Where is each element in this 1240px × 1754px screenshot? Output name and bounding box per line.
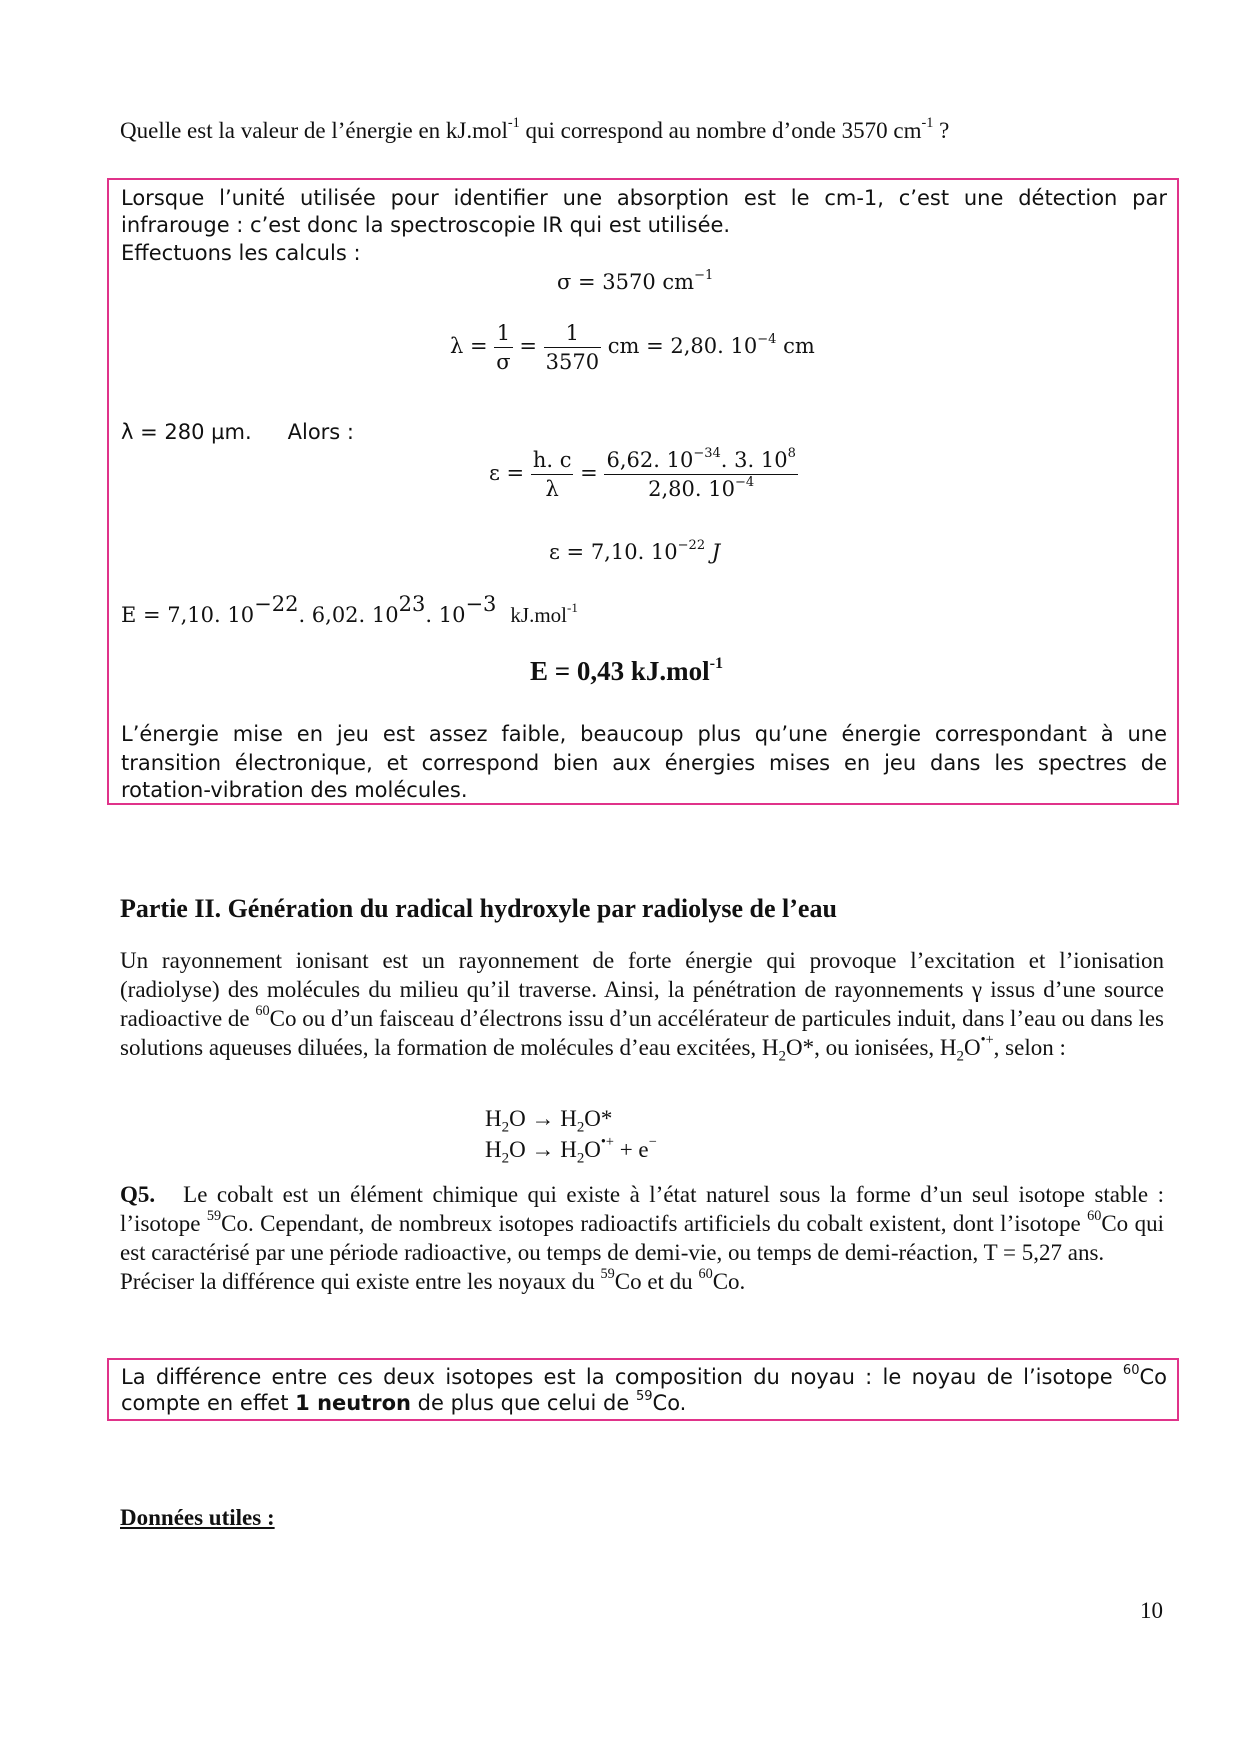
fraction-hc-over-lambda: $\frac{h. c}{\lambda}$ [532,448,572,501]
answer-box-isotopes [107,1358,1179,1421]
intro-paragraph: Un rayonnement ionisant est un rayonnement de forte énergie qui provoque l’excitation et l’ionisation (radiolyse) des molécules du milieu qu’il traverse. Ainsi, la pénétration de rayonnements γ issus d’une source radioactive de $^{60}$Co ou d’un faisceau d’électrons issu d’un accélérateur de particules induit, dans l’eau ou dans les solutions aqueuses diluées, la formation de molécules d’eau excitées, $H_2O*$, ou ionisées, $H_2O^{•+}$, selon : [120,948,1164,1065]
lambda-value: λ = 280 µm. Alors : [121,420,354,444]
donnees-utiles-heading: Données utiles : [120,1505,275,1530]
epsilon-equation: ε = $\frac{h. c}{\lambda}$ = $\frac{6,62. 10^{-34}. 3. 10^8}{2,80. 10^{-4}}$ [489,446,796,501]
conclusion-line: transition électronique, et correspond bien aux énergies mises en jeu dans les spectres de [121,751,1167,775]
lambda-equation: λ = $\frac{1}{\sigma}$ = $\frac{1}{3570}$ cm = 2,80. $10^{-4}$ cm [450,321,815,374]
conclusion-line: L’énergie mise en jeu est assez faible, beaucoup plus qu’une énergie correspondant à une [121,722,1167,746]
neutron-emphasis: 1 neutron [295,1391,411,1415]
question-q5: Q5. Le cobalt est un élément chimique qui existe à l’état naturel sous la forme d’un seul isotope stable : l’isotope $^{59}$Co. Cependant, de nombreux isotopes radioactifs artificiels du cobalt existent, dont l’isotope $^{60}$Co qui est caractérisé par une période radioactive, ou temps de demi-vie, ou temps de demi-réaction, T = 5,27 ans. Préciser la différence qui existe entre les noyaux du $^{59}$Co et du $^{60}$Co. [120,1182,1164,1294]
question-energy: Quelle est la valeur de l’énergie en kJ.mol$^{-1}$ qui correspond au nombre d’onde 3570 $cm^{-1}$ ? [120,115,950,143]
answer-line: compte en effet 1 neutron de plus que celui de $^{59}$Co. [121,1389,687,1415]
fraction-one-over-3570: $\frac{1}{3570}$ [545,321,600,374]
sigma-equation: σ = 3570 $cm^{-1}$ [557,268,714,294]
fraction-epsilon-values: $\frac{6,62. 10^{-34}. 3. 10^8}{2,80. 10^{-4}}$ [606,446,796,501]
reaction-ionisation: $H_2O \to H_2O^{•+} + e^-$ [485,1134,657,1167]
answer-line: Lorsque l’unité utilisée pour identifier une absorption est le cm-1, c’est une détection par [121,186,1167,210]
conclusion-line: rotation-vibration des molécules. [121,778,468,802]
section-title-part2: Partie II. Génération du radical hydroxyle par radiolyse de l’eau [120,894,837,923]
energy-equation: E = 7,10. $10^{-22}$. 6,02. $10^{23}$. $10^{-3}$ kJ.mol$^{-1}$ [121,591,578,627]
energy-result: E = 0,43 kJ.mol$^{-1}$ [530,653,724,686]
fraction-one-over-sigma: $\frac{1}{\sigma}$ [496,321,511,374]
answer-line: La différence entre ces deux isotopes est la composition du noyau : le noyau de l’isotope $^{60}$Co [121,1363,1167,1389]
reaction-excitation: $H_2O \to H_2O*$ [485,1106,613,1136]
epsilon-result: ε = 7,10. $10^{-22}$ J [549,538,721,564]
answer-box-energy [107,178,1179,805]
answer-line: infrarouge : c’est donc la spectroscopie IR qui est utilisée. [121,213,731,237]
page-number: 10 [1140,1598,1163,1623]
answer-line: Effectuons les calculs : [121,241,361,265]
